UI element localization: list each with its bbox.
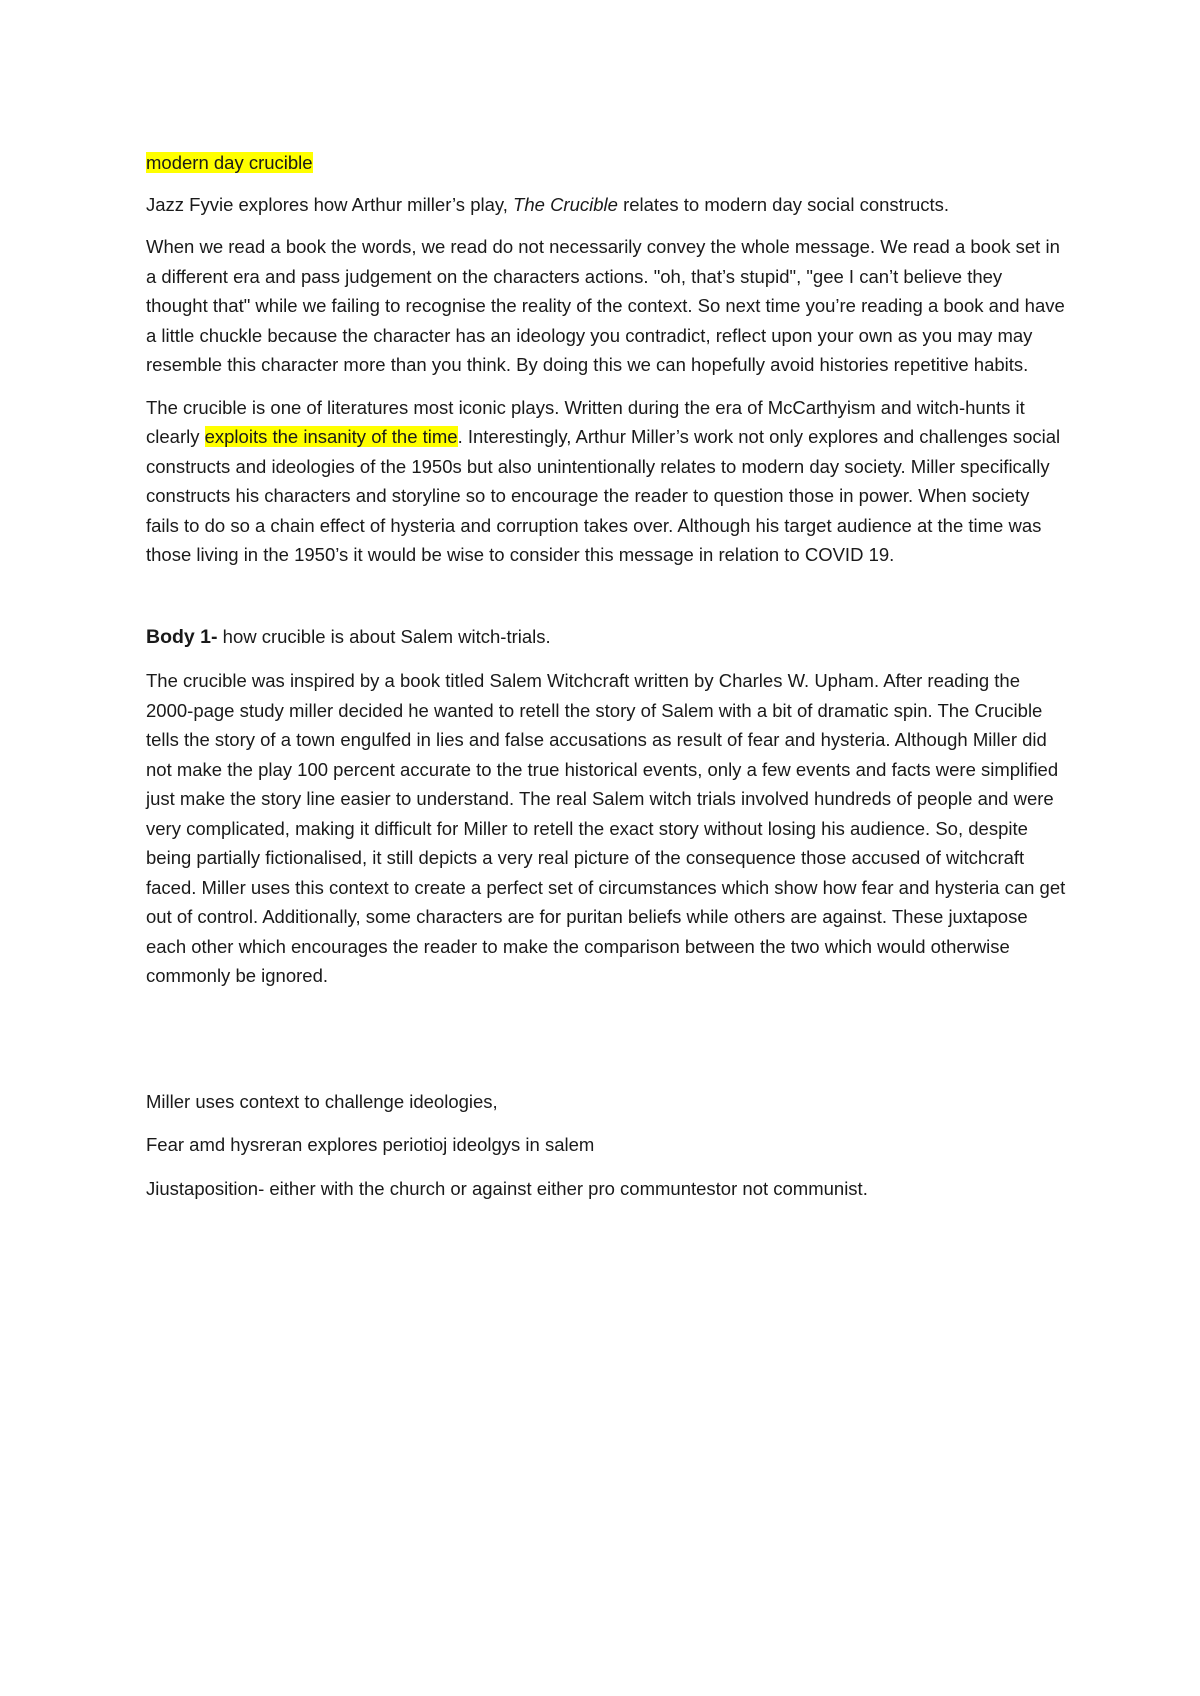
play-title-italic: The Crucible [513, 193, 618, 215]
paragraph-2-before: The crucible is one of literatures most iconic plays. Written during the era of McCarthyism and witch-hunts it clearly [146, 396, 1025, 447]
body-1-label: Body 1- [146, 625, 218, 648]
note-item: Fear amd hysreran explores periotioj ideolgys in salem [146, 1134, 595, 1155]
paragraph-salem-inspiration: The crucible was inspired by a book titled Salem Witchcraft written by Charles W. Upham. After reading the 2000-page study miller decided he wanted to retell the story of Salem with a bit of dramatic spin. The Crucible tells the story of a town engulfed in lies and false accusations as result of fear and hysteria. Although Miller did not make the play 100 percent accurate to the true historical events, only a few events and facts were simplified just make the story line easier to understand. The real Salem witch trials involved hundreds of people and were very complicated, making it difficult for Miller to retell the exact story without losing his audience. So, despite being partially fictionalised, it still depicts a very real picture of the consequence those accused of witchcraft faced. Miller uses this context to create a perfect set of circumstances which show how fear and hysteria can get out of control. Additionally, some characters are for puritan beliefs while others are against. These juxtapose each other which encourages the reader to make the comparison between the two which would otherwise commonly be ignored. [146, 670, 1066, 986]
intro-line [146, 190, 1066, 220]
document-page [146, 148, 1066, 1217]
note-item: Miller uses context to challenge ideologies, [146, 1090, 498, 1112]
intro-text-before: Jazz Fyvie explores how Arthur miller’s play, [146, 193, 514, 215]
notes-list [146, 1087, 1066, 1204]
body-1-subtitle: how crucible is about Salem witch-trials. [217, 625, 551, 647]
highlighted-phrase: exploits the insanity of the time [204, 426, 458, 447]
paragraph-reading-context: When we read a book the words, we read do not necessarily convey the whole message. We read a book set in a different era and pass judgement on the characters actions. "oh, that’s stupid", "gee I can’t believe they thought that" while we failing to recognise the reality of the context. So next time you’re reading a book and have a little chuckle because the character has an ideology you contradict, reflect upon your own as you may may resemble this character more than you think. By doing this we can hopefully avoid histories repetitive habits. [146, 236, 1065, 375]
paragraph-crucible-intro [146, 393, 1066, 570]
body-1-heading [146, 622, 1066, 653]
title-highlight: modern day crucible [146, 152, 313, 173]
note-item: Jiustaposition- either with the church or against either pro communtestor not communist. [146, 1177, 868, 1199]
paragraph-2-after: . Interestingly, Arthur Miller’s work not only explores and challenges social constructs and ideologies of the 1950s but also unintentionally relates to modern day society. Miller specifically constructs his characters and storyline so to encourage the reader to question those in power. When society fails to do so a chain effect of hysteria and corruption takes over. Although his target audience at the time was those living in the 1950’s it would be wise to consider this message in relation to COVID 19. [146, 426, 1061, 565]
intro-text-after: relates to modern day social constructs. [617, 193, 950, 215]
document-title [146, 148, 1066, 178]
